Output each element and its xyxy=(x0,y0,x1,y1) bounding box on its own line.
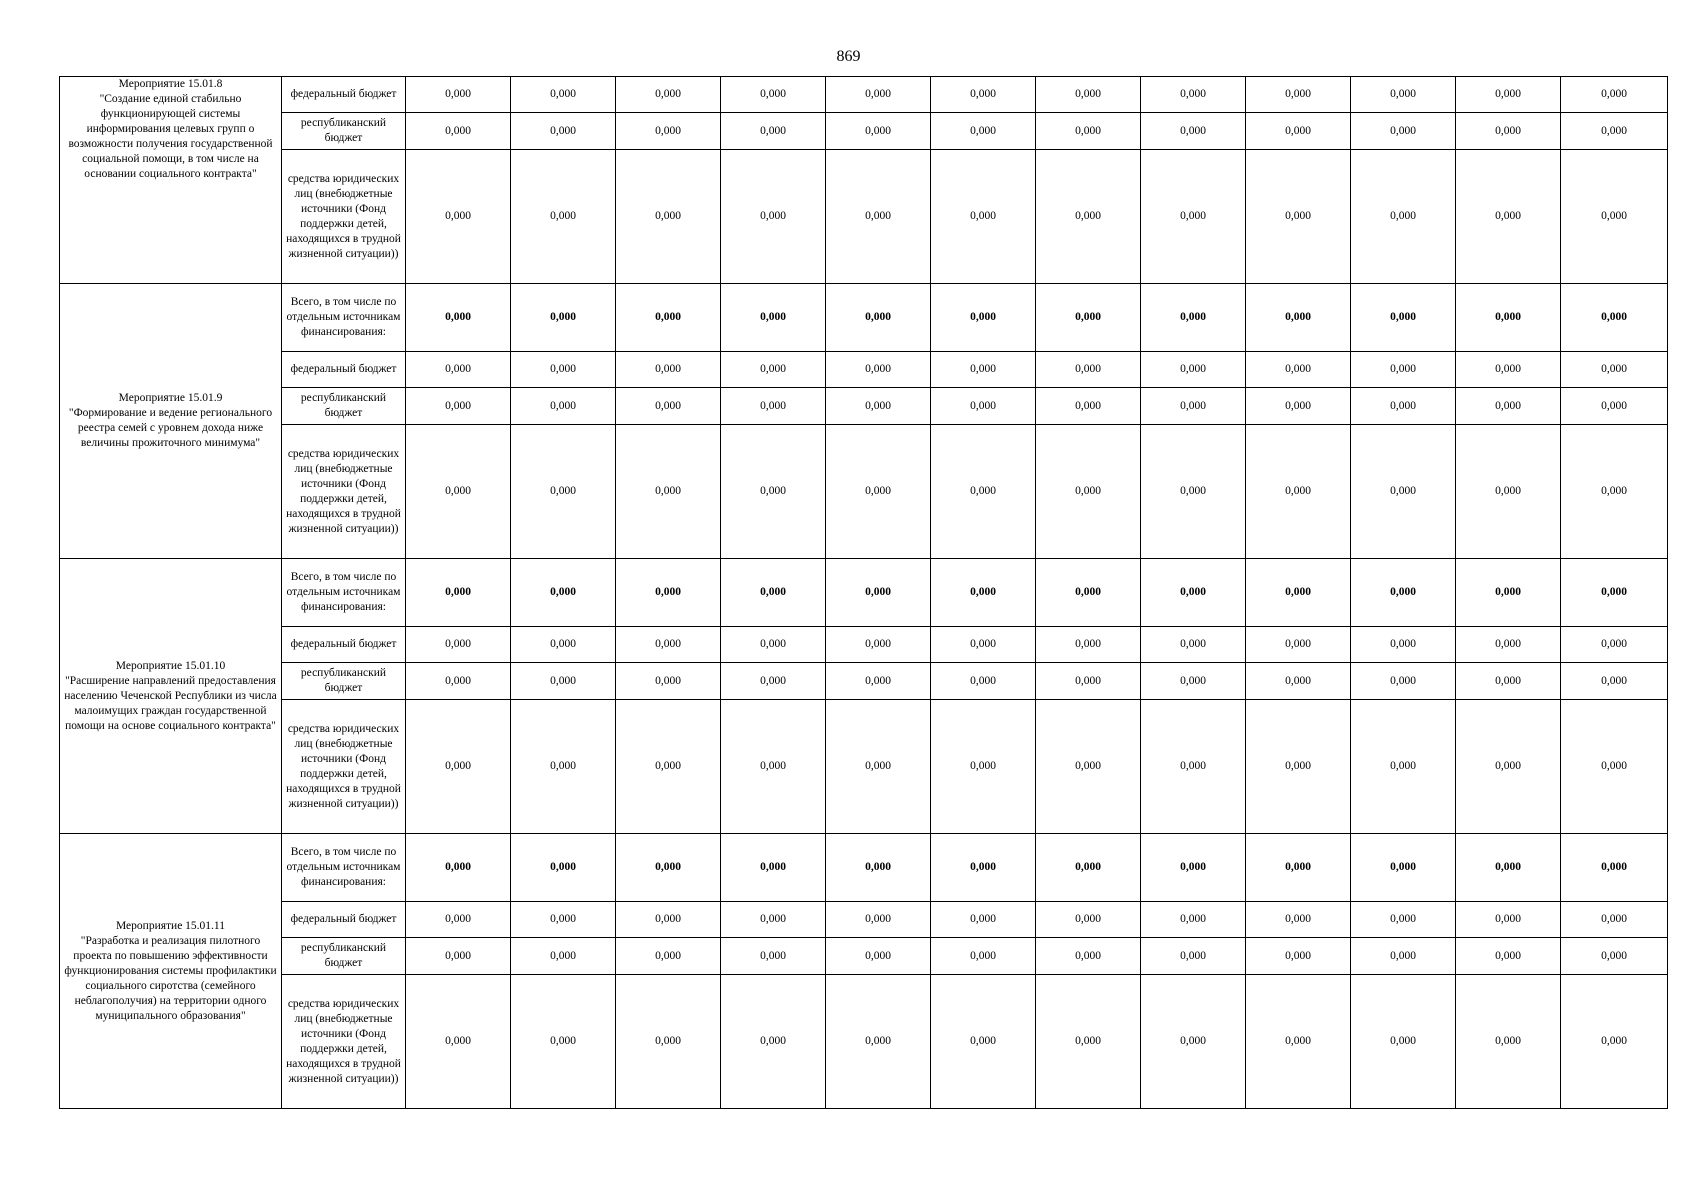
value-cell: 0,000 xyxy=(1561,388,1668,425)
value-cell: 0,000 xyxy=(511,663,616,700)
value-cell: 0,000 xyxy=(1036,388,1141,425)
value-cell: 0,000 xyxy=(406,559,511,627)
event-title: "Разработка и реализация пилотного проекта по повышению эффективности функционирования системы профилактики социального сиротства (семейного неблагополучия) на территории одного муниципального образования" xyxy=(64,934,277,1022)
value-cell: 0,000 xyxy=(511,700,616,834)
funding-source-cell: федеральный бюджет xyxy=(282,627,406,663)
value-cell: 0,000 xyxy=(931,975,1036,1109)
value-cell: 0,000 xyxy=(616,834,721,902)
table-row xyxy=(60,627,1668,663)
value-cell: 0,000 xyxy=(616,700,721,834)
value-cell: 0,000 xyxy=(1561,284,1668,352)
value-cell: 0,000 xyxy=(1351,425,1456,559)
event-title: "Создание единой стабильно функционирующей системы информирования целевых групп о возможности получения государственной социальной помощи, в том числе на основании социального контракта" xyxy=(68,93,273,180)
value-cell: 0,000 xyxy=(826,627,931,663)
value-cell: 0,000 xyxy=(406,938,511,975)
value-cell: 0,000 xyxy=(406,834,511,902)
value-cell: 0,000 xyxy=(406,975,511,1109)
value-cell: 0,000 xyxy=(1141,284,1246,352)
value-cell: 0,000 xyxy=(511,834,616,902)
value-cell: 0,000 xyxy=(721,388,826,425)
value-cell: 0,000 xyxy=(616,352,721,388)
value-cell: 0,000 xyxy=(826,663,931,700)
value-cell: 0,000 xyxy=(1456,627,1561,663)
table-row xyxy=(60,352,1668,388)
value-cell: 0,000 xyxy=(1141,627,1246,663)
value-cell: 0,000 xyxy=(1456,559,1561,627)
event-code: Мероприятие 15.01.9 xyxy=(118,392,223,404)
value-cell: 0,000 xyxy=(826,559,931,627)
table-row-total xyxy=(60,284,1668,352)
event-name-cell xyxy=(60,559,282,834)
value-cell: 0,000 xyxy=(1036,425,1141,559)
value-cell: 0,000 xyxy=(406,284,511,352)
value-cell: 0,000 xyxy=(1246,77,1351,113)
value-cell: 0,000 xyxy=(1246,113,1351,150)
funding-source-cell: федеральный бюджет xyxy=(282,352,406,388)
value-cell: 0,000 xyxy=(1036,663,1141,700)
value-cell: 0,000 xyxy=(931,352,1036,388)
value-cell: 0,000 xyxy=(1351,700,1456,834)
funding-source-cell: Всего, в том числе по отдельным источникам финансирования: xyxy=(282,284,406,352)
value-cell: 0,000 xyxy=(616,663,721,700)
value-cell: 0,000 xyxy=(721,352,826,388)
value-cell: 0,000 xyxy=(616,150,721,284)
value-cell: 0,000 xyxy=(1141,388,1246,425)
value-cell: 0,000 xyxy=(1351,975,1456,1109)
value-cell: 0,000 xyxy=(826,352,931,388)
table-row xyxy=(60,938,1668,975)
event-title: "Расширение направлений предоставления населению Чеченской Республики из числа малоимущих граждан государственной помощи на основе социального контракта" xyxy=(64,674,277,732)
value-cell: 0,000 xyxy=(1141,902,1246,938)
funding-source-cell: республиканский бюджет xyxy=(282,113,406,150)
value-cell: 0,000 xyxy=(1561,352,1668,388)
value-cell: 0,000 xyxy=(1561,834,1668,902)
table-row-total xyxy=(60,834,1668,902)
value-cell: 0,000 xyxy=(1246,388,1351,425)
funding-table xyxy=(59,76,1668,1109)
value-cell: 0,000 xyxy=(1561,425,1668,559)
value-cell: 0,000 xyxy=(1036,902,1141,938)
table-row xyxy=(60,700,1668,834)
value-cell: 0,000 xyxy=(1246,627,1351,663)
value-cell: 0,000 xyxy=(721,700,826,834)
value-cell: 0,000 xyxy=(1351,284,1456,352)
value-cell: 0,000 xyxy=(1141,559,1246,627)
table-row xyxy=(60,113,1668,150)
event-name-cell xyxy=(60,834,282,1109)
value-cell: 0,000 xyxy=(406,77,511,113)
value-cell: 0,000 xyxy=(1351,559,1456,627)
value-cell: 0,000 xyxy=(1036,559,1141,627)
value-cell: 0,000 xyxy=(1036,627,1141,663)
value-cell: 0,000 xyxy=(511,284,616,352)
funding-source-cell: средства юридических лиц (внебюджетные источники (Фонд поддержки детей, находящихся в трудной жизненной ситуации)) xyxy=(282,150,406,284)
value-cell: 0,000 xyxy=(826,975,931,1109)
value-cell: 0,000 xyxy=(616,902,721,938)
value-cell: 0,000 xyxy=(1141,663,1246,700)
value-cell: 0,000 xyxy=(931,938,1036,975)
funding-source-cell: федеральный бюджет xyxy=(282,902,406,938)
value-cell: 0,000 xyxy=(721,284,826,352)
value-cell: 0,000 xyxy=(1036,834,1141,902)
value-cell: 0,000 xyxy=(721,834,826,902)
value-cell: 0,000 xyxy=(1141,975,1246,1109)
value-cell: 0,000 xyxy=(511,902,616,938)
value-cell: 0,000 xyxy=(1456,975,1561,1109)
value-cell: 0,000 xyxy=(1456,284,1561,352)
value-cell: 0,000 xyxy=(1351,388,1456,425)
event-code: Мероприятие 15.01.8 xyxy=(118,78,223,90)
value-cell: 0,000 xyxy=(406,150,511,284)
table-row xyxy=(60,150,1668,284)
value-cell: 0,000 xyxy=(931,627,1036,663)
value-cell: 0,000 xyxy=(1141,352,1246,388)
value-cell: 0,000 xyxy=(406,663,511,700)
value-cell: 0,000 xyxy=(1246,902,1351,938)
value-cell: 0,000 xyxy=(1246,150,1351,284)
value-cell: 0,000 xyxy=(511,388,616,425)
value-cell: 0,000 xyxy=(931,150,1036,284)
value-cell: 0,000 xyxy=(616,284,721,352)
value-cell: 0,000 xyxy=(1246,700,1351,834)
value-cell: 0,000 xyxy=(1351,663,1456,700)
value-cell: 0,000 xyxy=(1456,113,1561,150)
value-cell: 0,000 xyxy=(931,425,1036,559)
value-cell: 0,000 xyxy=(1036,284,1141,352)
value-cell: 0,000 xyxy=(1036,975,1141,1109)
value-cell: 0,000 xyxy=(931,834,1036,902)
value-cell: 0,000 xyxy=(616,388,721,425)
value-cell: 0,000 xyxy=(1036,113,1141,150)
funding-source-cell: Всего, в том числе по отдельным источникам финансирования: xyxy=(282,559,406,627)
value-cell: 0,000 xyxy=(721,113,826,150)
value-cell: 0,000 xyxy=(1141,150,1246,284)
table-row xyxy=(60,77,1668,113)
value-cell: 0,000 xyxy=(1456,425,1561,559)
value-cell: 0,000 xyxy=(826,938,931,975)
table-row xyxy=(60,425,1668,559)
value-cell: 0,000 xyxy=(721,559,826,627)
value-cell: 0,000 xyxy=(616,113,721,150)
value-cell: 0,000 xyxy=(1141,834,1246,902)
value-cell: 0,000 xyxy=(826,700,931,834)
value-cell: 0,000 xyxy=(931,700,1036,834)
value-cell: 0,000 xyxy=(1456,663,1561,700)
value-cell: 0,000 xyxy=(721,77,826,113)
value-cell: 0,000 xyxy=(931,388,1036,425)
value-cell: 0,000 xyxy=(1246,425,1351,559)
value-cell: 0,000 xyxy=(1246,834,1351,902)
value-cell: 0,000 xyxy=(826,284,931,352)
value-cell: 0,000 xyxy=(826,834,931,902)
value-cell: 0,000 xyxy=(1141,700,1246,834)
event-title: "Формирование и ведение регионального реестра семей с уровнем дохода ниже величины прожиточного минимума" xyxy=(68,407,273,449)
value-cell: 0,000 xyxy=(406,388,511,425)
value-cell: 0,000 xyxy=(1351,352,1456,388)
value-cell: 0,000 xyxy=(1561,700,1668,834)
value-cell: 0,000 xyxy=(1036,352,1141,388)
value-cell: 0,000 xyxy=(511,352,616,388)
value-cell: 0,000 xyxy=(721,663,826,700)
value-cell: 0,000 xyxy=(1246,938,1351,975)
value-cell: 0,000 xyxy=(1561,627,1668,663)
value-cell: 0,000 xyxy=(406,113,511,150)
value-cell: 0,000 xyxy=(1351,77,1456,113)
value-cell: 0,000 xyxy=(511,938,616,975)
value-cell: 0,000 xyxy=(1246,663,1351,700)
value-cell: 0,000 xyxy=(511,113,616,150)
value-cell: 0,000 xyxy=(1351,938,1456,975)
value-cell: 0,000 xyxy=(511,627,616,663)
value-cell: 0,000 xyxy=(931,663,1036,700)
value-cell: 0,000 xyxy=(1561,150,1668,284)
value-cell: 0,000 xyxy=(1141,77,1246,113)
value-cell: 0,000 xyxy=(1246,559,1351,627)
value-cell: 0,000 xyxy=(1351,150,1456,284)
value-cell: 0,000 xyxy=(406,627,511,663)
value-cell: 0,000 xyxy=(826,902,931,938)
value-cell: 0,000 xyxy=(1246,284,1351,352)
value-cell: 0,000 xyxy=(511,77,616,113)
value-cell: 0,000 xyxy=(616,627,721,663)
value-cell: 0,000 xyxy=(1561,113,1668,150)
value-cell: 0,000 xyxy=(1036,150,1141,284)
value-cell: 0,000 xyxy=(406,700,511,834)
value-cell: 0,000 xyxy=(826,77,931,113)
value-cell: 0,000 xyxy=(616,425,721,559)
value-cell: 0,000 xyxy=(1561,902,1668,938)
value-cell: 0,000 xyxy=(1351,113,1456,150)
value-cell: 0,000 xyxy=(406,352,511,388)
value-cell: 0,000 xyxy=(1141,938,1246,975)
funding-source-cell: республиканский бюджет xyxy=(282,938,406,975)
value-cell: 0,000 xyxy=(721,938,826,975)
value-cell: 0,000 xyxy=(1456,902,1561,938)
value-cell: 0,000 xyxy=(931,77,1036,113)
funding-source-cell: средства юридических лиц (внебюджетные источники (Фонд поддержки детей, находящихся в трудной жизненной ситуации)) xyxy=(282,425,406,559)
funding-source-cell: средства юридических лиц (внебюджетные источники (Фонд поддержки детей, находящихся в трудной жизненной ситуации)) xyxy=(282,975,406,1109)
value-cell: 0,000 xyxy=(1036,77,1141,113)
event-name-cell xyxy=(60,77,282,284)
value-cell: 0,000 xyxy=(931,559,1036,627)
value-cell: 0,000 xyxy=(826,425,931,559)
event-code: Мероприятие 15.01.10 xyxy=(115,659,226,672)
value-cell: 0,000 xyxy=(1351,902,1456,938)
value-cell: 0,000 xyxy=(511,975,616,1109)
value-cell: 0,000 xyxy=(511,559,616,627)
page-number: 869 xyxy=(836,48,861,65)
value-cell: 0,000 xyxy=(931,902,1036,938)
value-cell: 0,000 xyxy=(721,150,826,284)
value-cell: 0,000 xyxy=(721,425,826,559)
value-cell: 0,000 xyxy=(616,77,721,113)
table-row xyxy=(60,975,1668,1109)
funding-source-cell: федеральный бюджет xyxy=(282,77,406,113)
event-code: Мероприятие 15.01.11 xyxy=(115,919,225,932)
funding-source-cell: республиканский бюджет xyxy=(282,663,406,700)
value-cell: 0,000 xyxy=(1561,559,1668,627)
value-cell: 0,000 xyxy=(511,425,616,559)
value-cell: 0,000 xyxy=(721,975,826,1109)
value-cell: 0,000 xyxy=(826,113,931,150)
value-cell: 0,000 xyxy=(931,284,1036,352)
value-cell: 0,000 xyxy=(1456,700,1561,834)
value-cell: 0,000 xyxy=(1141,113,1246,150)
value-cell: 0,000 xyxy=(1456,352,1561,388)
funding-source-cell: средства юридических лиц (внебюджетные источники (Фонд поддержки детей, находящихся в трудной жизненной ситуации)) xyxy=(282,700,406,834)
table-row-total xyxy=(60,559,1668,627)
value-cell: 0,000 xyxy=(1036,700,1141,834)
value-cell: 0,000 xyxy=(721,627,826,663)
value-cell: 0,000 xyxy=(1456,388,1561,425)
value-cell: 0,000 xyxy=(826,150,931,284)
value-cell: 0,000 xyxy=(1351,834,1456,902)
value-cell: 0,000 xyxy=(406,425,511,559)
value-cell: 0,000 xyxy=(616,938,721,975)
value-cell: 0,000 xyxy=(1456,77,1561,113)
value-cell: 0,000 xyxy=(1561,938,1668,975)
value-cell: 0,000 xyxy=(1561,975,1668,1109)
funding-source-cell: республиканский бюджет xyxy=(282,388,406,425)
funding-source-cell: Всего, в том числе по отдельным источникам финансирования: xyxy=(282,834,406,902)
value-cell: 0,000 xyxy=(1456,834,1561,902)
value-cell: 0,000 xyxy=(1036,938,1141,975)
value-cell: 0,000 xyxy=(826,388,931,425)
table-row xyxy=(60,902,1668,938)
table-row xyxy=(60,388,1668,425)
value-cell: 0,000 xyxy=(1561,77,1668,113)
value-cell: 0,000 xyxy=(1456,938,1561,975)
value-cell: 0,000 xyxy=(1561,663,1668,700)
value-cell: 0,000 xyxy=(1246,975,1351,1109)
value-cell: 0,000 xyxy=(1246,352,1351,388)
value-cell: 0,000 xyxy=(616,559,721,627)
value-cell: 0,000 xyxy=(931,113,1036,150)
value-cell: 0,000 xyxy=(406,902,511,938)
value-cell: 0,000 xyxy=(1456,150,1561,284)
value-cell: 0,000 xyxy=(511,150,616,284)
value-cell: 0,000 xyxy=(1351,627,1456,663)
event-name-cell xyxy=(60,284,282,559)
value-cell: 0,000 xyxy=(616,975,721,1109)
value-cell: 0,000 xyxy=(1141,425,1246,559)
value-cell: 0,000 xyxy=(721,902,826,938)
table-row xyxy=(60,663,1668,700)
